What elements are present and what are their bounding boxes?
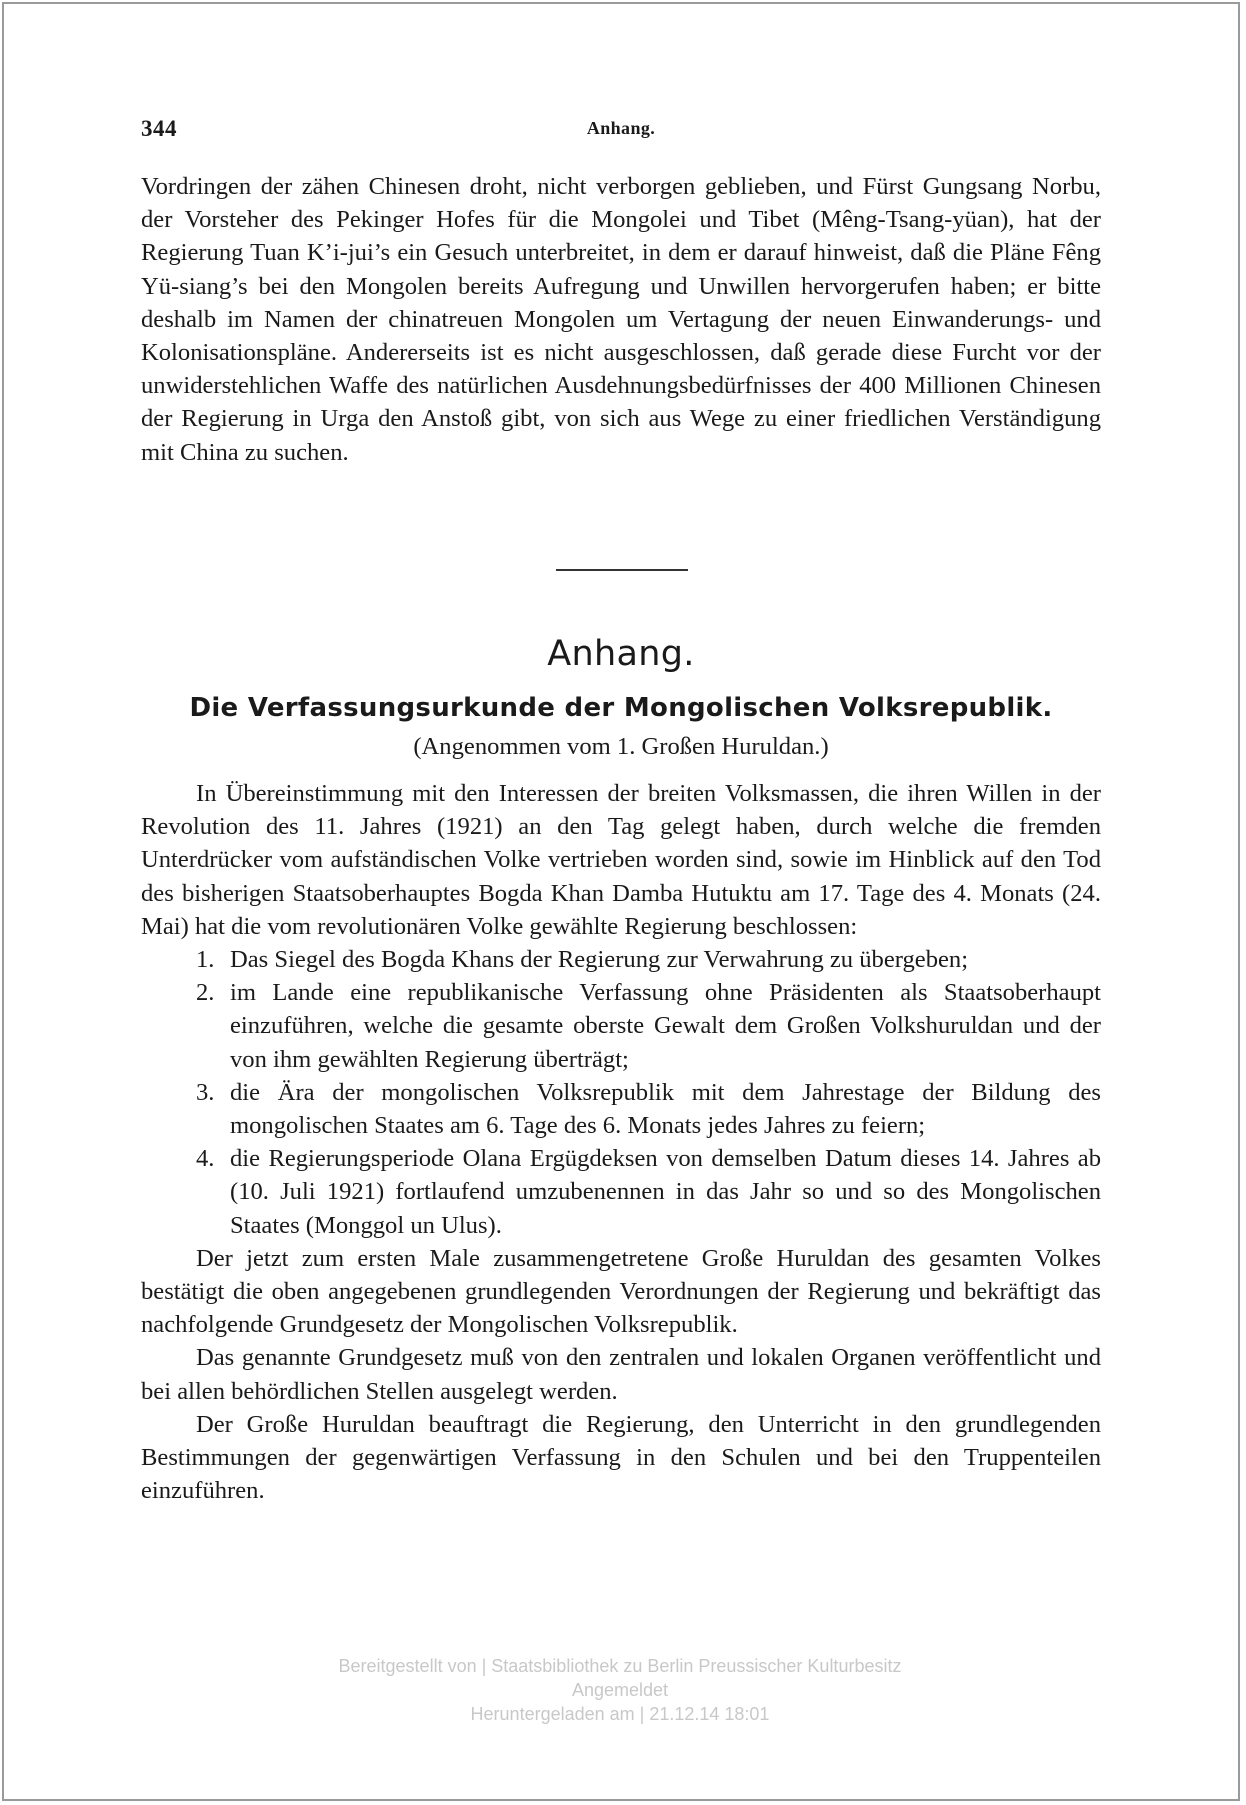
constitution-preamble <box>141 777 1101 1507</box>
list-item-text: Das Siegel des Bogda Khans der Regierung zur Verwahrung zu übergeben; <box>230 946 969 974</box>
confirmation-paragraph: Der jetzt zum ersten Male zusammengetretene Große Huruldan des gesamten Volkes bestätigt die oben angegebenen grundlegenden Verordnungen der Regierung und bekräftigt das nachfolgende Grundgesetz der Mongolischen Volksrepublik. <box>141 1244 1101 1339</box>
preamble-paragraph: In Übereinstimmung mit den Interessen der breiten Volksmassen, die ihren Willen in der Revolution des 11. Jahres (1921) an den Tag gelegt haben, durch welche die fremden Unterdrücker vom aufständischen Volke vertrieben worden sind, sowie im Hinblick auf den Tod des bisherigen Staatsoberhauptes Bogda Khan Damba Hutuktu am 17. Tage des 4. Monats (24. Mai) hat die vom revolutionären Volke gewählte Regierung beschlossen: <box>141 780 1101 940</box>
list-item <box>141 976 1101 1076</box>
page-number: 344 <box>141 116 177 141</box>
page-header <box>141 112 1101 152</box>
list-item <box>141 943 1101 976</box>
continuation-text <box>141 170 1101 469</box>
provenance-line: Heruntergeladen am | 21.12.14 18:01 <box>470 1704 770 1724</box>
publication-paragraph: Das genannte Grundgesetz muß von den zentralen und lokalen Organen veröffentlicht und bei allen behördlichen Stellen ausgelegt werden. <box>141 1344 1101 1405</box>
document-title: Die Verfassungsurkunde der Mongolischen Volksrepublik. <box>189 693 1053 723</box>
list-item-text: die Regierungsperiode Olana Ergügdeksen von demselben Datum dieses 14. Jahres ab (10. Juli 1921) fortlaufend umzubenennen in das Jahr so und so des Mongolischen Staates (Monggol un Ulus). <box>230 1145 1101 1239</box>
appendix-heading: Anhang. <box>547 634 695 674</box>
list-item-number: 4. <box>196 1145 215 1173</box>
list-item <box>141 1076 1101 1142</box>
list-item-number: 3. <box>196 1078 215 1106</box>
resolution-list <box>141 943 1101 1242</box>
instruction-paragraph: Der Große Huruldan beauftragt die Regierung, den Unterricht in den grundlegenden Bestimmungen der gegenwärtigen Verfassung in den Schulen und bei den Truppenteilen einzuführen. <box>141 1410 1101 1505</box>
section-divider <box>556 569 688 571</box>
list-item-text: im Lande eine republikanische Verfassung ohne Präsidenten als Staatsoberhaupt einzuführen, welche die gesamte oberste Gewalt dem Großen Volkshuruldan und der von ihm gewählten Regierung überträgt; <box>230 979 1101 1073</box>
list-item-text: die Ära der mongolischen Volksrepublik mit dem Jahrestage der Bildung des mongolischen Staates am 6. Tage des 6. Monats jedes Jahres zu feiern; <box>230 1078 1101 1140</box>
document-subtitle: (Angenommen vom 1. Großen Huruldan.) <box>413 733 829 760</box>
list-item-number: 2. <box>196 979 215 1007</box>
provenance-line: Angemeldet <box>571 1680 669 1700</box>
provenance-line: Bereitgestellt von | Staatsbibliothek zu Berlin Preussischer Kulturbesitz <box>338 1656 902 1676</box>
provenance-watermark <box>0 1654 1246 1726</box>
running-head: Anhang. <box>586 118 656 138</box>
continuation-paragraph: Vordringen der zähen Chinesen droht, nicht verborgen geblieben, und Fürst Gungsang Norbu, der Vorsteher des Pekinger Hofes für die Mongolei und Tibet (Mêng-Tsang-yüan), hat der Regierung Tuan K’i-jui’s ein Gesuch unterbreitet, in dem er darauf hinweist, daß die Pläne Fêng Yü-siang’s bei den Mongolen bereits Aufregung und Unwillen hervorgerufen haben; er bitte deshalb im Namen der chinatreuen Mongolen um Vertagung der neuen Einwanderungs- und Kolonisationspläne. Andererseits ist es nicht ausgeschlossen, daß gerade diese Furcht vor der unwiderstehlichen Waffe des natürlichen Ausdehnungsbedürfnisses der 400 Millionen Chinesen der Regierung in Urga den Anstoß gibt, von sich aus Wege zu einer friedlichen Verständigung mit China zu suchen. <box>141 173 1101 466</box>
list-item-number: 1. <box>196 946 215 974</box>
list-item <box>141 1142 1101 1242</box>
